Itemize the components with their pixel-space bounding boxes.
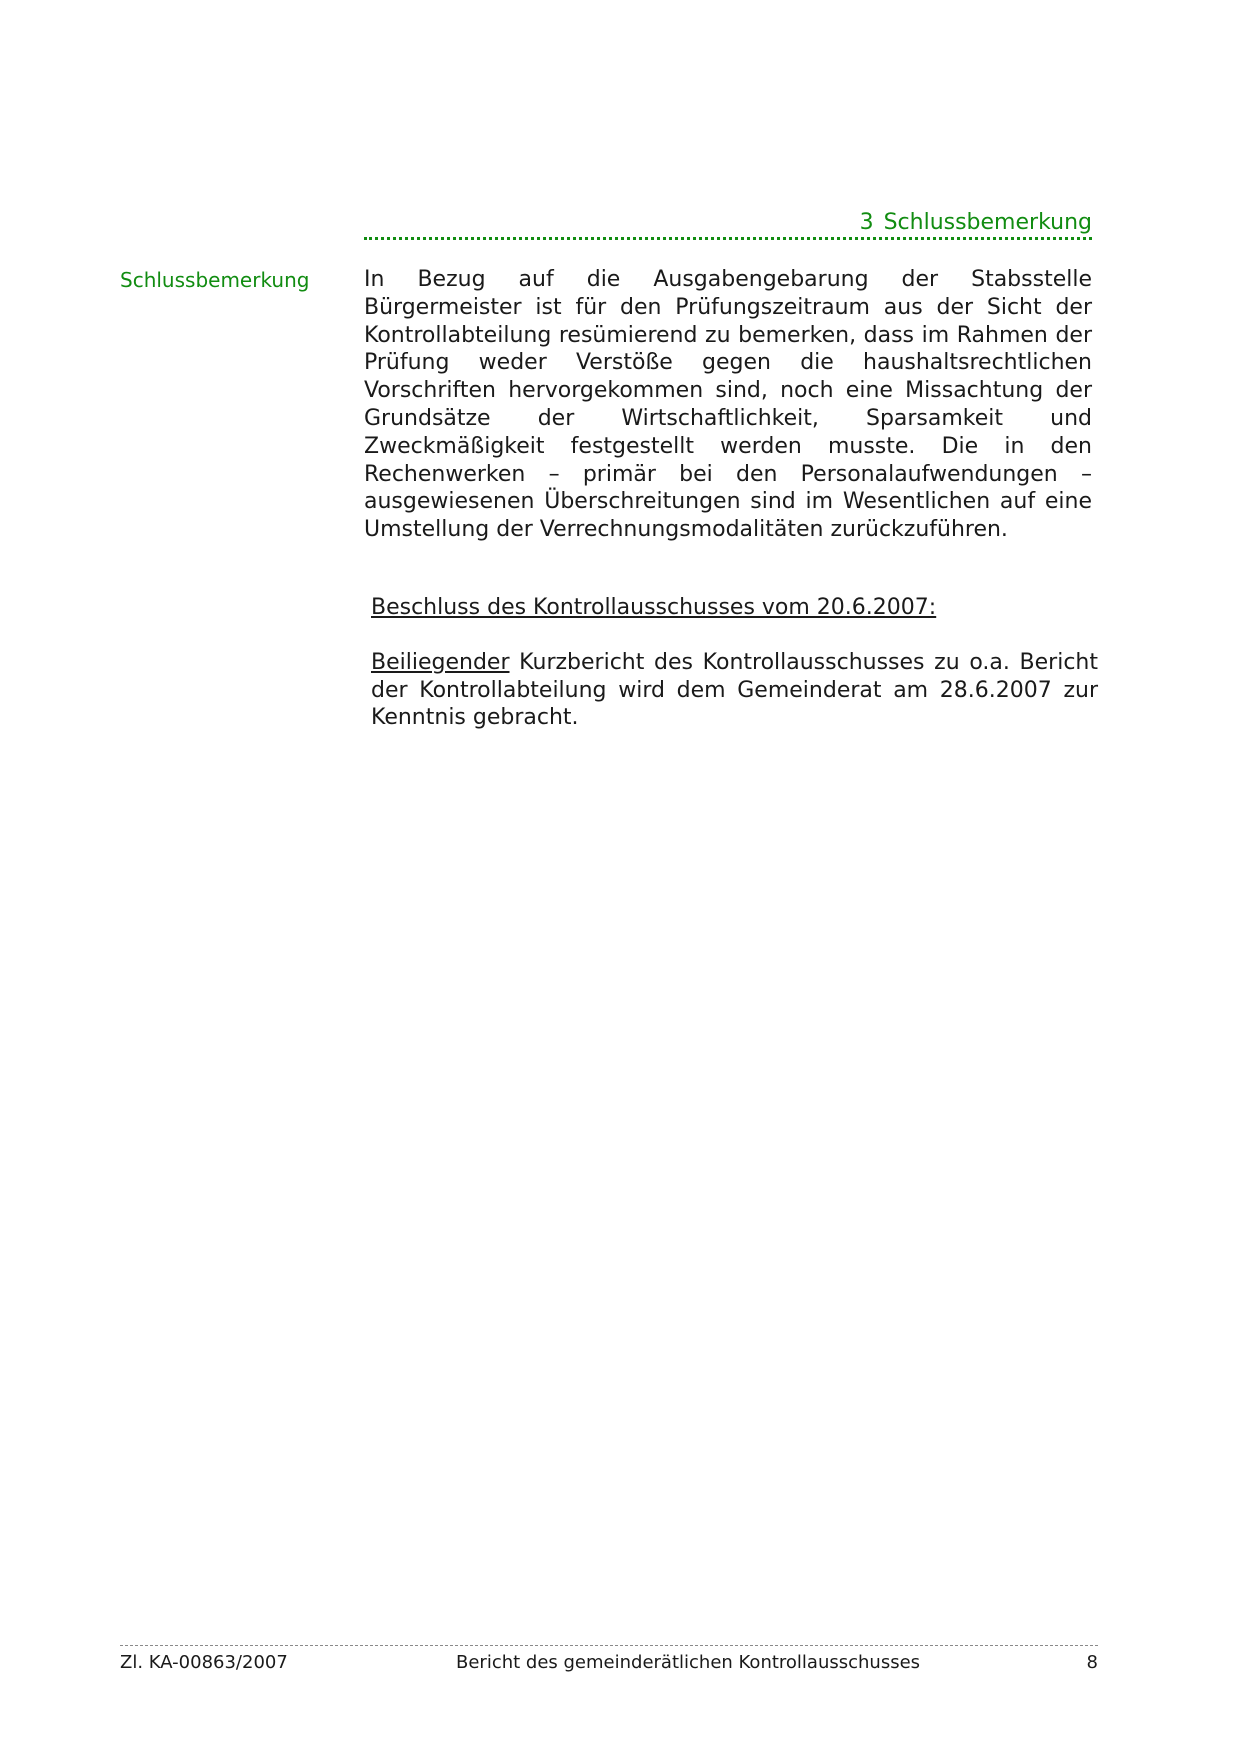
chapter-title: Schlussbemerkung <box>883 210 1092 235</box>
body-paragraph: In Bezug auf die Ausgabengebarung der Stabsstelle Bürgermeister ist für den Prüfungszeitraum aus der Sicht der Kontrollabteilung resümierend zu bemerken, dass im Rahmen der Prüfung weder Verstöße gegen die haushaltsrechtlichen Vorschriften hervorgekommen sind, noch eine Missachtung der Grundsätze der Wirtschaftlichkeit, Sparsamkeit und Zweckmäßigkeit festgestellt werden musste. Die in den Rechenwerken – primär bei den Personalaufwendungen – ausgewiesenen Überschreitungen sind im Wesentlichen auf eine Umstellung der Verrechnungsmodalitäten zurückzuführen. <box>364 267 1092 543</box>
chapter-number: 3 <box>859 210 874 235</box>
resolution-heading: Beschluss des Kontrollausschusses vom 20.6.2007: <box>371 595 937 620</box>
chapter-heading <box>364 206 1092 240</box>
resolution-first-word: Beiliegender <box>371 649 510 675</box>
resolution-section <box>371 594 1098 732</box>
page-number: 8 <box>1086 1652 1098 1673</box>
margin-label: Schlussbemerkung <box>120 268 310 292</box>
footer-divider <box>120 1645 1098 1646</box>
footer-reference: Zl. KA-00863/2007 <box>120 1652 288 1673</box>
resolution-paragraph <box>371 649 1098 732</box>
page-footer <box>120 1650 1098 1676</box>
resolution-text: Kurzbericht des Kontrollausschusses zu o.a. Bericht der Kontrollabteilung wird dem Gemeinderat am 28.6.2007 zur Kenntnis gebracht. <box>371 649 1098 731</box>
footer-title: Bericht des gemeinderätlichen Kontrollausschusses <box>456 1652 921 1673</box>
